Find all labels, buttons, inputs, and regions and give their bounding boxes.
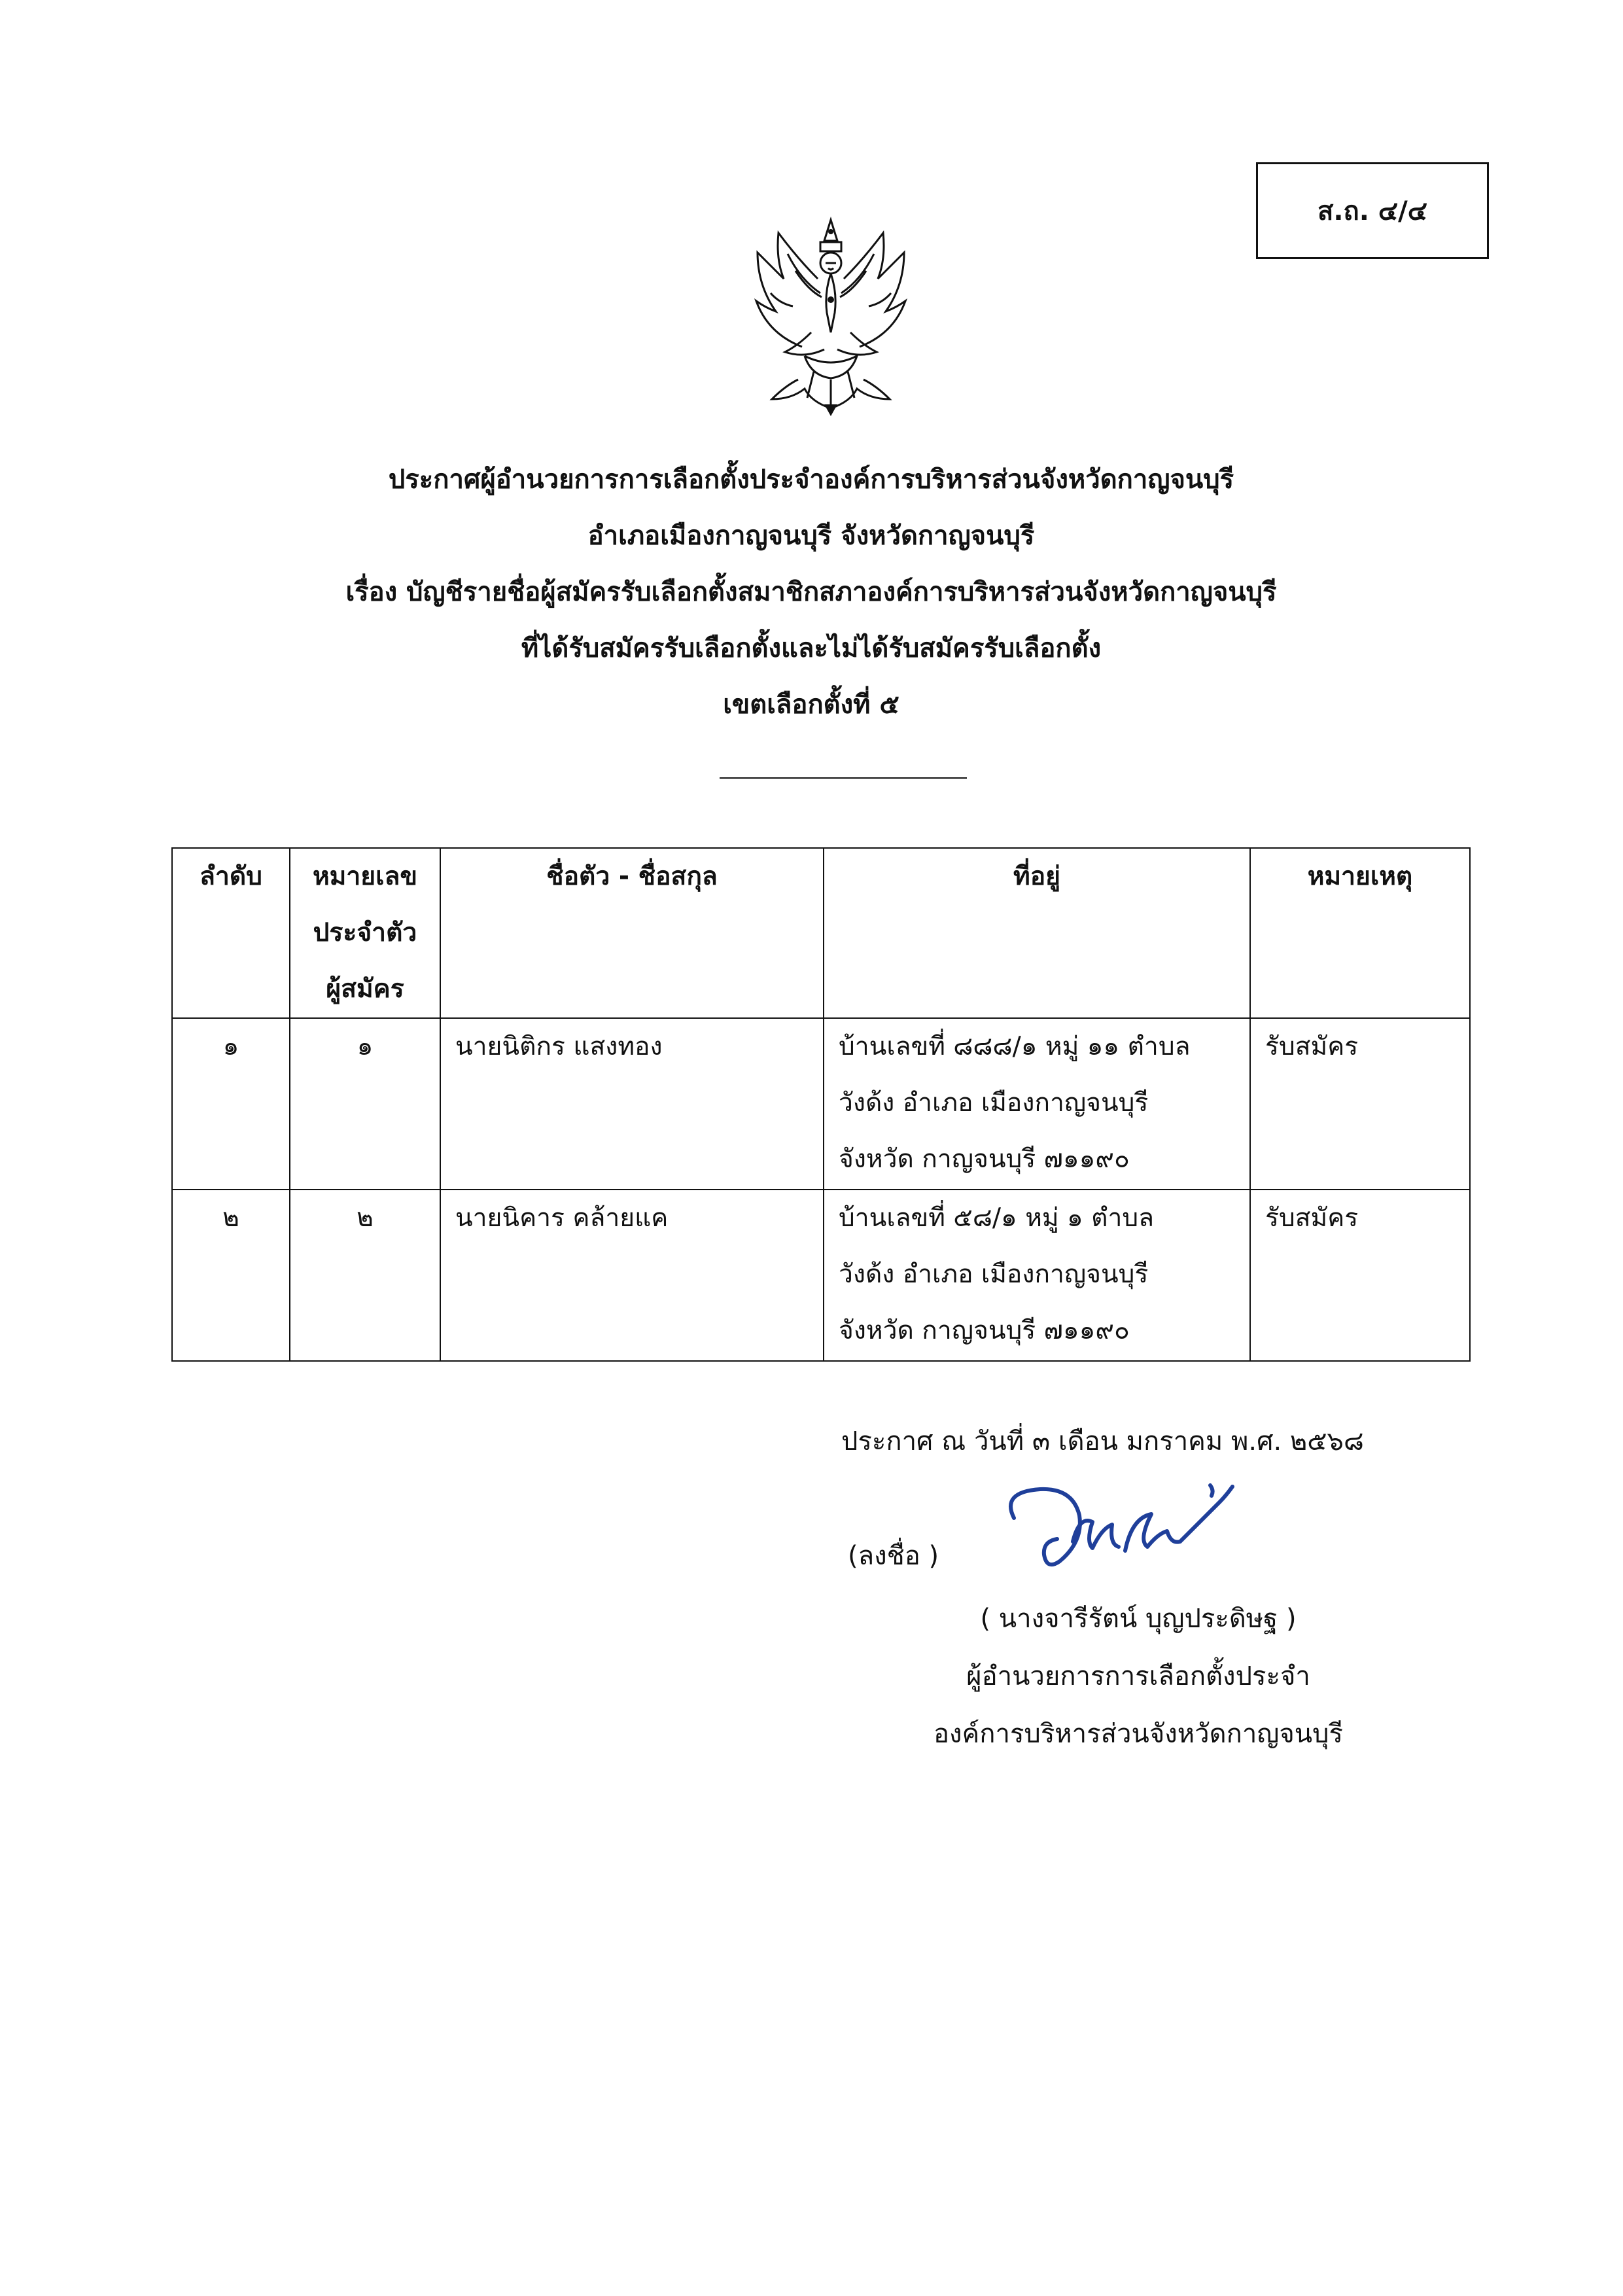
header-line-5: เขตเลือกตั้งที่ ๕ <box>723 690 899 720</box>
cell-note: รับสมัคร <box>1250 1018 1470 1190</box>
table-header-row <box>172 848 1470 1018</box>
cell-name: นายนิติกร แสงทอง <box>440 1018 824 1190</box>
cell-order: ๒ <box>172 1190 290 1361</box>
col-header-candidate-no-line-2: ประจำตัว <box>313 918 417 947</box>
header-line-1: ประกาศผู้อำนวยการการเลือกตั้งประจำองค์การบริหารส่วนจังหวัดกาญจนบุรี <box>388 465 1234 495</box>
signer-name: ( นางจารีรัตน์ บุญประดิษฐ ) <box>980 1604 1297 1634</box>
cell-address <box>824 1018 1250 1190</box>
cell-order: ๑ <box>172 1018 290 1190</box>
col-header-candidate-no-line-1: หมายเลข <box>312 862 418 891</box>
announcement-date: ประกาศ ณ วันที่ ๓ เดือน มกราคม พ.ศ. ๒๕๖๘ <box>841 1426 1364 1457</box>
col-header-candidate-no-line-3: ผู้สมัคร <box>326 974 404 1004</box>
signer-title-line-1: ผู้อำนวยการการเลือกตั้งประจำ <box>966 1661 1310 1691</box>
address-line-2: วังด้ง อำเภอ เมืองกาญจนบุรี <box>839 1088 1149 1118</box>
cell-address <box>824 1190 1250 1361</box>
form-code: ส.ถ. ๔/๔ <box>1317 196 1428 226</box>
address-line-1: บ้านเลขที่ ๘๘๘/๑ หมู่ ๑๑ ตำบล <box>839 1032 1191 1061</box>
header-line-4: ที่ได้รับสมัครรับเลือกตั้งและไม่ได้รับสมัครรับเลือกตั้ง <box>521 633 1102 663</box>
garuda-emblem-icon <box>733 208 929 421</box>
address-line-1: บ้านเลขที่ ๕๘/๑ หมู่ ๑ ตำบล <box>839 1203 1155 1233</box>
announcement-header <box>196 451 1426 733</box>
col-header-note: หมายเหตุ <box>1250 848 1470 1018</box>
cell-candidate-no: ๒ <box>290 1190 440 1361</box>
cell-note: รับสมัคร <box>1250 1190 1470 1361</box>
title-divider <box>720 777 967 779</box>
signer-title-line-2: องค์การบริหารส่วนจังหวัดกาญจนบุรี <box>933 1719 1344 1749</box>
header-line-2: อำเภอเมืองกาญจนบุรี จังหวัดกาญจนบุรี <box>587 521 1035 551</box>
form-code-box <box>1256 162 1489 259</box>
address-line-3: จังหวัด กาญจนบุรี ๗๑๑๙๐ <box>839 1144 1130 1174</box>
signed-label: (ลงชื่อ ) <box>848 1541 939 1571</box>
address-line-2: วังด้ง อำเภอ เมืองกาญจนบุรี <box>839 1260 1149 1289</box>
table-row <box>172 1190 1470 1361</box>
cell-candidate-no: ๑ <box>290 1018 440 1190</box>
col-header-name: ชื่อตัว - ชื่อสกุล <box>440 848 824 1018</box>
signer-block <box>903 1590 1374 1763</box>
col-header-address: ที่อยู่ <box>824 848 1250 1018</box>
handwritten-signature-icon <box>994 1479 1269 1583</box>
header-line-3: เรื่อง บัญชีรายชื่อผู้สมัครรับเลือกตั้งสมาชิกสภาองค์การบริหารส่วนจังหวัดกาญจนบุรี <box>345 577 1277 607</box>
table-row <box>172 1018 1470 1190</box>
col-header-candidate-no <box>290 848 440 1018</box>
address-line-3: จังหวัด กาญจนบุรี ๗๑๑๙๐ <box>839 1316 1130 1345</box>
candidates-table <box>171 847 1471 1362</box>
col-header-order: ลำดับ <box>172 848 290 1018</box>
cell-name: นายนิคาร คล้ายแค <box>440 1190 824 1361</box>
